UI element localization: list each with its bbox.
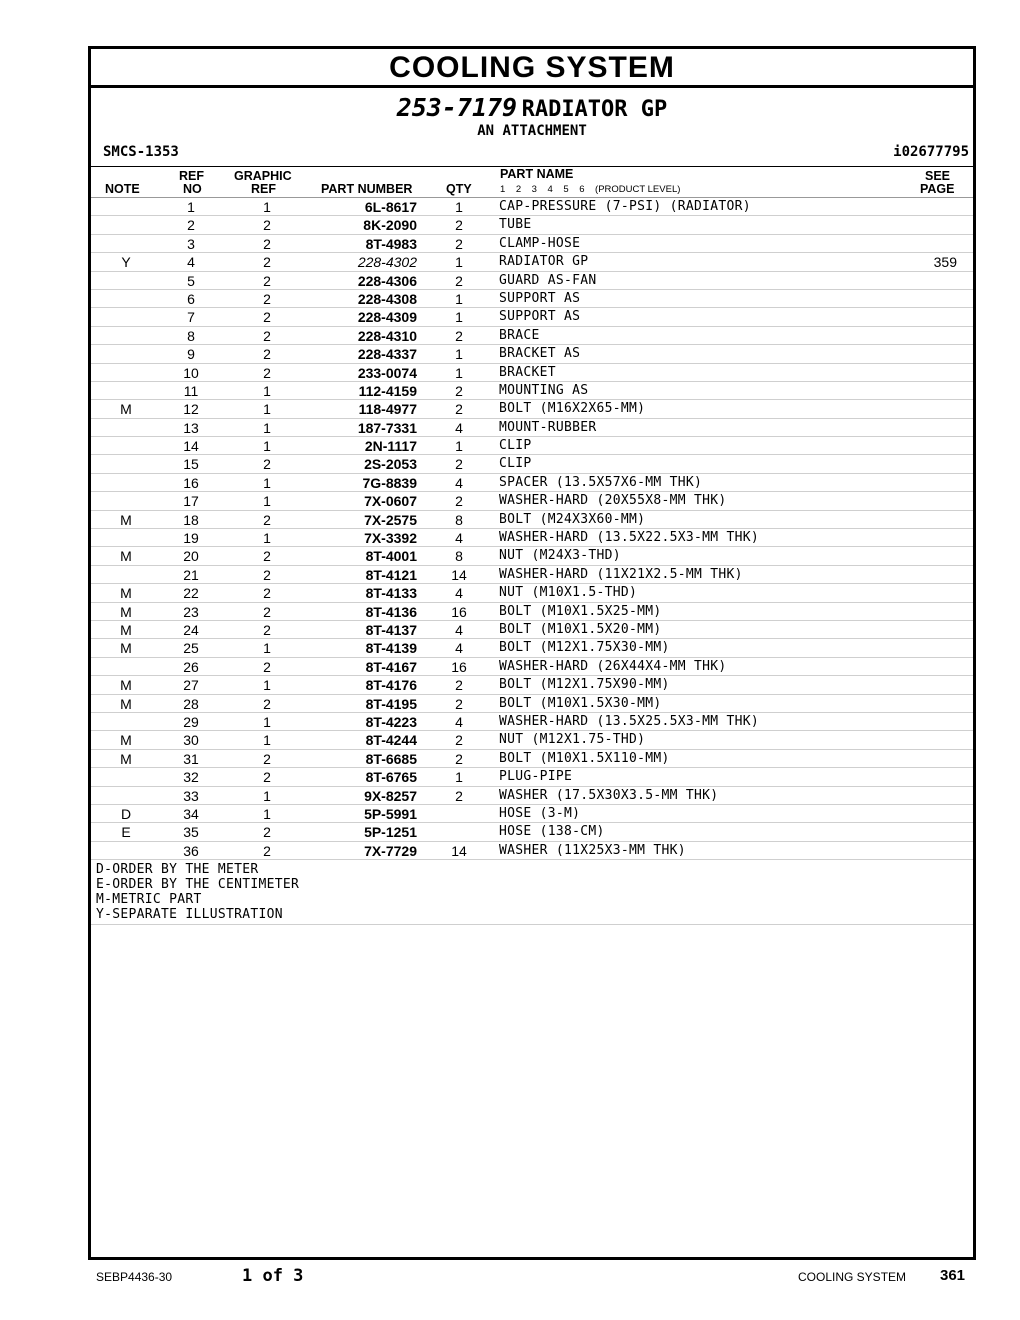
part-number-cell: 5P-5991 — [364, 805, 417, 822]
part-name-cell: CLIP — [499, 456, 532, 472]
note-y: Y-SEPARATE ILLUSTRATION — [96, 907, 283, 923]
part-name-cell: WASHER-HARD (13.5X22.5X3-MM THK) — [499, 530, 760, 546]
ref-no-cell: 22 — [183, 585, 199, 602]
qty-cell: 4 — [455, 621, 463, 638]
note-cell: M — [120, 585, 132, 602]
parts-table-body — [91, 198, 973, 860]
table-row — [91, 584, 973, 602]
part-number-cell: 7X-3392 — [364, 530, 417, 547]
part-number-cell: 8T-4176 — [365, 677, 417, 694]
qty-cell: 2 — [455, 750, 463, 767]
ref-no-cell: 13 — [183, 419, 199, 436]
part-name-cell: BRACKET AS — [499, 346, 581, 362]
part-name-cell: BRACE — [499, 327, 540, 343]
graphic-ref-cell: 2 — [263, 290, 271, 307]
graphic-ref-cell: 1 — [263, 787, 271, 804]
group-heading — [91, 94, 973, 122]
graphic-ref-cell: 2 — [263, 566, 271, 583]
qty-cell: 2 — [455, 695, 463, 712]
table-row — [91, 529, 973, 547]
table-row — [91, 621, 973, 639]
ref-no-cell: 5 — [187, 272, 195, 289]
graphic-ref-cell: 2 — [263, 511, 271, 528]
graphic-ref-cell: 1 — [263, 419, 271, 436]
ref-no-cell: 2 — [187, 217, 195, 234]
part-name-cell: SUPPORT AS — [499, 309, 581, 325]
part-name-cell: CLAMP-HOSE — [499, 235, 581, 251]
qty-cell: 8 — [455, 548, 463, 565]
note-cell: M — [120, 548, 132, 565]
qty-cell: 16 — [451, 603, 467, 620]
part-number-cell: 228-4302 — [357, 254, 417, 271]
footer-section: COOLING SYSTEM — [798, 1270, 907, 1284]
ref-no-cell: 1 — [187, 199, 195, 215]
qty-cell: 2 — [455, 787, 463, 804]
qty-cell: 4 — [455, 474, 463, 491]
ref-no-cell: 3 — [187, 235, 195, 252]
table-row — [91, 253, 973, 271]
qty-cell: 8 — [455, 511, 463, 528]
col-graphic-bottom: REF — [251, 182, 276, 196]
part-number-cell: 8T-4139 — [365, 640, 417, 657]
ref-no-cell: 35 — [183, 824, 199, 841]
graphic-ref-cell: 1 — [263, 713, 271, 730]
graphic-ref-cell: 1 — [263, 401, 271, 418]
footer-page-of: 1 of 3 — [242, 1266, 304, 1286]
footer-page-number: 361 — [940, 1267, 966, 1284]
part-name-cell: HOSE (3-M) — [499, 805, 581, 821]
graphic-ref-cell: 1 — [263, 199, 271, 215]
qty-cell: 1 — [455, 199, 463, 215]
graphic-ref-cell: 2 — [263, 456, 271, 473]
graphic-ref-cell: 2 — [263, 217, 271, 234]
table-row — [91, 511, 973, 529]
ref-no-cell: 17 — [183, 493, 199, 510]
part-number-cell: 228-4310 — [357, 327, 417, 344]
qty-cell: 2 — [455, 235, 463, 252]
qty-cell: 2 — [455, 493, 463, 510]
part-number-cell: 112-4159 — [358, 382, 417, 399]
graphic-ref-cell: 2 — [263, 585, 271, 602]
qty-cell: 4 — [455, 419, 463, 436]
part-name-cell: BOLT (M24X3X60-MM) — [499, 511, 646, 527]
part-name-cell: HOSE (138-CM) — [499, 824, 605, 840]
graphic-ref-cell: 1 — [263, 530, 271, 547]
graphic-ref-cell: 2 — [263, 824, 271, 841]
part-name-cell: BOLT (M10X1.5X30-MM) — [499, 695, 662, 711]
graphic-ref-cell: 1 — [263, 438, 271, 455]
graphic-ref-cell: 2 — [263, 750, 271, 767]
part-number-cell: 8T-4195 — [365, 695, 417, 712]
part-number-cell: 228-4309 — [357, 309, 417, 326]
part-number-cell: 6L-8617 — [364, 199, 417, 215]
ref-no-cell: 4 — [187, 254, 195, 271]
qty-cell: 4 — [455, 640, 463, 657]
note-cell: E — [121, 824, 131, 841]
ref-no-cell: 29 — [183, 713, 199, 730]
part-name-cell: BOLT (M10X1.5X20-MM) — [499, 621, 662, 637]
graphic-ref-cell: 2 — [263, 272, 271, 289]
table-row — [91, 308, 973, 326]
qty-cell: 4 — [455, 585, 463, 602]
ref-no-cell: 12 — [183, 401, 199, 418]
graphic-ref-cell: 2 — [263, 695, 271, 712]
table-row — [91, 603, 973, 621]
parts-page-frame — [88, 46, 976, 1260]
qty-cell: 2 — [455, 456, 463, 473]
table-row — [91, 272, 973, 290]
part-number-cell: 5P-1251 — [364, 824, 417, 841]
table-row — [91, 731, 973, 749]
part-number-cell: 7X-7729 — [364, 842, 417, 859]
part-name-cell: SPACER (13.5X57X6-MM THK) — [499, 474, 703, 490]
ref-no-cell: 15 — [183, 456, 199, 473]
part-name-cell: WASHER (17.5X30X3.5-MM THK) — [499, 787, 719, 803]
qty-cell: 2 — [455, 732, 463, 749]
col-part-name: PART NAME — [500, 167, 574, 181]
part-number-cell: 8T-4136 — [365, 603, 417, 620]
qty-cell: 14 — [451, 842, 467, 859]
ref-no-cell: 14 — [183, 438, 199, 455]
graphic-ref-cell: 2 — [263, 658, 271, 675]
qty-cell: 1 — [455, 309, 463, 326]
note-d: D-ORDER BY THE METER — [96, 862, 259, 878]
col-ref-top: REF — [179, 169, 204, 183]
note-cell: M — [120, 511, 132, 528]
table-row — [91, 842, 973, 860]
table-row — [91, 547, 973, 565]
part-name-cell: WASHER-HARD (11X21X2.5-MM THK) — [499, 566, 743, 582]
ref-no-cell: 19 — [183, 530, 199, 547]
graphic-ref-cell: 1 — [263, 493, 271, 510]
group-subtitle: AN ATTACHMENT — [477, 123, 587, 139]
qty-cell: 1 — [455, 290, 463, 307]
table-row — [91, 400, 973, 418]
note-cell: M — [120, 640, 132, 657]
part-number-cell: 8T-6765 — [365, 769, 417, 786]
table-row — [91, 768, 973, 786]
part-number-cell: 228-4337 — [357, 346, 417, 363]
table-row — [91, 492, 973, 510]
qty-cell: 2 — [455, 272, 463, 289]
note-cell: M — [120, 603, 132, 620]
qty-cell: 2 — [455, 327, 463, 344]
part-number-cell: 8T-6685 — [365, 750, 417, 767]
col-ref-bottom: NO — [183, 182, 202, 196]
table-row — [91, 805, 973, 823]
col-see-bottom: PAGE — [920, 182, 955, 196]
qty-cell: 1 — [455, 346, 463, 363]
part-number-cell: 8T-4223 — [365, 713, 417, 730]
footer-doc-number: SEBP4436-30 — [96, 1270, 173, 1284]
part-number-cell: 2N-1117 — [364, 438, 417, 455]
ref-no-cell: 24 — [183, 621, 199, 638]
table-row — [91, 382, 973, 400]
table-row — [91, 658, 973, 676]
part-number-cell: 7X-2575 — [364, 511, 417, 528]
part-name-cell: NUT (M10X1.5-THD) — [499, 585, 638, 601]
part-name-cell: RADIATOR GP — [499, 254, 589, 270]
notes-legend — [91, 860, 973, 925]
col-qty: QTY — [446, 182, 472, 196]
ref-no-cell: 36 — [183, 842, 199, 859]
illustration-id: i02677795 — [893, 144, 969, 160]
part-name-cell: PLUG-PIPE — [499, 769, 573, 785]
smcs-code: SMCS-1353 — [103, 144, 179, 160]
page-footer — [0, 1266, 1020, 1286]
graphic-ref-cell: 2 — [263, 769, 271, 786]
table-row — [91, 327, 973, 345]
table-row — [91, 676, 973, 694]
col-note: NOTE — [105, 182, 140, 196]
qty-cell: 1 — [455, 364, 463, 381]
ref-no-cell: 27 — [183, 677, 199, 694]
table-row — [91, 216, 973, 234]
graphic-ref-cell: 2 — [263, 346, 271, 363]
part-number-cell: 8T-4133 — [365, 585, 417, 602]
graphic-ref-cell: 2 — [263, 327, 271, 344]
graphic-ref-cell: 1 — [263, 732, 271, 749]
graphic-ref-cell: 1 — [263, 382, 271, 399]
graphic-ref-cell: 2 — [263, 309, 271, 326]
part-name-cell: BOLT (M10X1.5X110-MM) — [499, 750, 670, 766]
part-number-cell: 233-0074 — [357, 364, 417, 381]
table-row — [91, 713, 973, 731]
qty-cell: 2 — [455, 677, 463, 694]
note-cell: M — [120, 732, 132, 749]
table-row — [91, 750, 973, 768]
qty-cell: 1 — [455, 438, 463, 455]
part-name-cell: WASHER-HARD (26X44X4-MM THK) — [499, 658, 727, 674]
part-number-cell: 2S-2053 — [364, 456, 417, 473]
note-cell: Y — [121, 254, 131, 271]
table-row — [91, 639, 973, 657]
part-number-cell: 8T-4137 — [365, 621, 417, 638]
graphic-ref-cell: 2 — [263, 603, 271, 620]
note-e: E-ORDER BY THE CENTIMETER — [96, 877, 300, 893]
section-title: COOLING SYSTEM — [91, 49, 973, 88]
table-row — [91, 290, 973, 308]
table-row — [91, 198, 973, 216]
see-page-cell: 359 — [933, 254, 957, 271]
part-name-cell: NUT (M12X1.75-THD) — [499, 732, 646, 748]
ref-no-cell: 20 — [183, 548, 199, 565]
part-name-cell: MOUNT-RUBBER — [499, 419, 597, 435]
graphic-ref-cell: 1 — [263, 805, 271, 822]
ref-no-cell: 21 — [183, 566, 199, 583]
ref-no-cell: 32 — [183, 769, 199, 786]
qty-cell: 2 — [455, 401, 463, 418]
part-name-cell: SUPPORT AS — [499, 290, 581, 306]
part-number-cell: 8T-4983 — [365, 235, 417, 252]
part-number-cell: 118-4977 — [358, 401, 417, 418]
group-number: 253-7179 — [396, 93, 518, 122]
ref-no-cell: 11 — [183, 382, 199, 399]
note-cell: D — [120, 805, 132, 822]
part-number-cell: 8K-2090 — [363, 217, 417, 234]
part-name-cell: WASHER (11X25X3-MM THK) — [499, 842, 686, 858]
graphic-ref-cell: 1 — [263, 474, 271, 491]
part-number-cell: 187-7331 — [357, 419, 417, 436]
part-name-cell: WASHER-HARD (20X55X8-MM THK) — [499, 493, 727, 509]
table-row — [91, 437, 973, 455]
table-row — [91, 823, 973, 841]
product-levels: 1 2 3 4 5 6 (PRODUCT LEVEL) — [500, 184, 681, 195]
graphic-ref-cell: 2 — [263, 254, 271, 271]
ref-no-cell: 33 — [183, 787, 199, 804]
graphic-ref-cell: 2 — [263, 621, 271, 638]
ref-no-cell: 8 — [187, 327, 195, 344]
ref-no-cell: 10 — [183, 364, 199, 381]
part-number-cell: 228-4306 — [357, 272, 417, 289]
part-name-cell: WASHER-HARD (13.5X25.5X3-MM THK) — [499, 713, 760, 729]
table-row — [91, 566, 973, 584]
ref-no-cell: 18 — [183, 511, 199, 528]
note-m: M-METRIC PART — [96, 892, 202, 908]
smcs-row — [91, 144, 973, 167]
ref-no-cell: 31 — [183, 750, 199, 767]
note-cell: M — [120, 401, 132, 418]
table-row — [91, 235, 973, 253]
part-name-cell: BOLT (M10X1.5X25-MM) — [499, 603, 662, 619]
graphic-ref-cell: 2 — [263, 235, 271, 252]
part-name-cell: GUARD AS-FAN — [499, 272, 597, 288]
table-header — [91, 167, 973, 198]
table-row — [91, 345, 973, 363]
graphic-ref-cell: 2 — [263, 842, 271, 859]
qty-cell: 4 — [455, 530, 463, 547]
ref-no-cell: 7 — [187, 309, 195, 326]
graphic-ref-cell: 1 — [263, 640, 271, 657]
part-name-cell: CLIP — [499, 438, 532, 454]
part-name-cell: BOLT (M16X2X65-MM) — [499, 401, 646, 417]
table-row — [91, 787, 973, 805]
ref-no-cell: 9 — [187, 346, 195, 363]
part-number-cell: 228-4308 — [357, 290, 417, 307]
part-name-cell: MOUNTING AS — [499, 382, 589, 398]
qty-cell: 4 — [455, 713, 463, 730]
part-number-cell: 8T-4244 — [365, 732, 417, 749]
ref-no-cell: 26 — [183, 658, 199, 675]
part-number-cell: 8T-4001 — [365, 548, 417, 565]
table-row — [91, 364, 973, 382]
qty-cell: 1 — [455, 769, 463, 786]
ref-no-cell: 34 — [183, 805, 199, 822]
group-name: RADIATOR GP — [521, 97, 668, 122]
table-row — [91, 474, 973, 492]
note-cell: M — [120, 677, 132, 694]
col-part-number: PART NUMBER — [321, 182, 413, 196]
graphic-ref-cell: 2 — [263, 364, 271, 381]
ref-no-cell: 6 — [187, 290, 195, 307]
table-row — [91, 695, 973, 713]
ref-no-cell: 25 — [183, 640, 199, 657]
graphic-ref-cell: 2 — [263, 548, 271, 565]
part-name-cell: BOLT (M12X1.75X90-MM) — [499, 677, 670, 693]
ref-no-cell: 23 — [183, 603, 199, 620]
note-cell: M — [120, 621, 132, 638]
col-see-top: SEE — [925, 169, 951, 183]
part-number-cell: 7X-0607 — [364, 493, 417, 510]
part-number-cell: 7G-8839 — [362, 474, 417, 491]
qty-cell: 2 — [455, 217, 463, 234]
table-row — [91, 419, 973, 437]
table-row — [91, 455, 973, 473]
qty-cell: 1 — [455, 254, 463, 271]
part-name-cell: BRACKET — [499, 364, 556, 380]
part-number-cell: 8T-4167 — [365, 658, 417, 675]
part-name-cell: TUBE — [499, 217, 532, 233]
part-name-cell: CAP-PRESSURE (7-PSI) (RADIATOR) — [499, 199, 751, 214]
part-name-cell: NUT (M24X3-THD) — [499, 548, 621, 564]
note-cell: M — [120, 695, 132, 712]
part-number-cell: 8T-4121 — [365, 566, 417, 583]
qty-cell: 14 — [451, 566, 467, 583]
ref-no-cell: 30 — [183, 732, 199, 749]
part-name-cell: BOLT (M12X1.75X30-MM) — [499, 640, 670, 656]
graphic-ref-cell: 1 — [263, 677, 271, 694]
ref-no-cell: 16 — [183, 474, 199, 491]
note-cell: M — [120, 750, 132, 767]
col-graphic-top: GRAPHIC — [234, 169, 292, 183]
qty-cell: 2 — [455, 382, 463, 399]
ref-no-cell: 28 — [183, 695, 199, 712]
part-number-cell: 9X-8257 — [364, 787, 417, 804]
qty-cell: 16 — [451, 658, 467, 675]
